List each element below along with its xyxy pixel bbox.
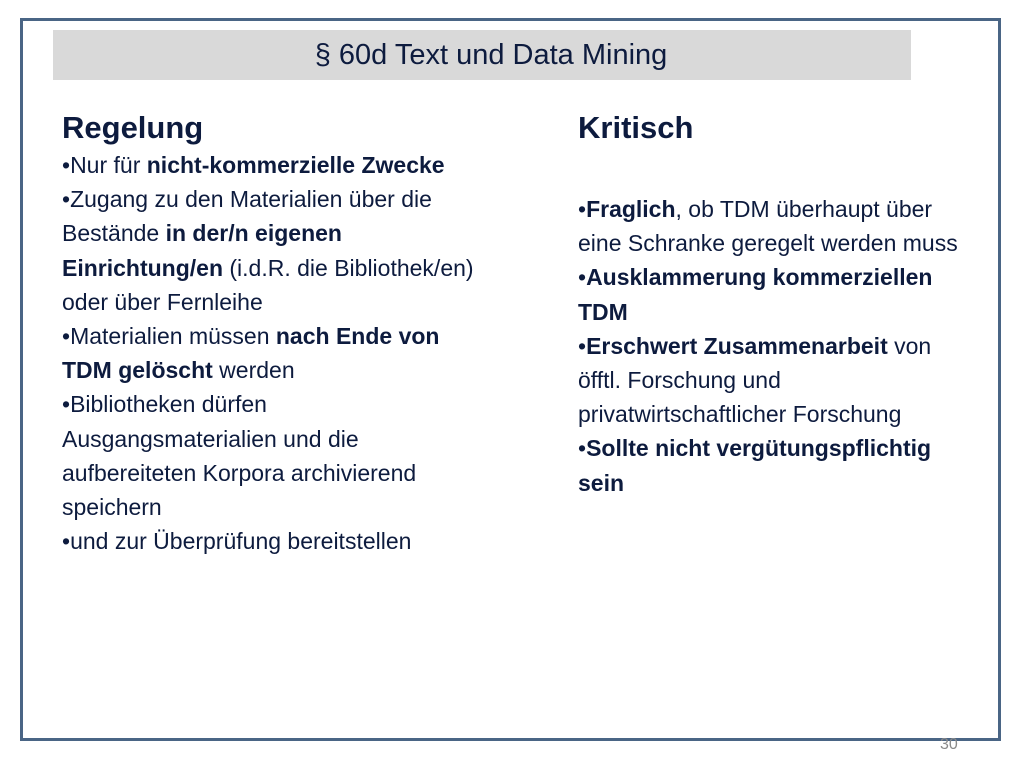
- bullet-marker: •: [578, 196, 587, 222]
- title-bar: [53, 30, 911, 80]
- bullet-item: [578, 329, 958, 432]
- bullet-item: [578, 260, 958, 328]
- bullet-text-bold: Erschwert Zusammenarbeit: [586, 332, 888, 359]
- bullet-text: Nur für: [70, 152, 147, 178]
- bullet-text-bold: Ausklammerung kommerziellen TDM: [578, 264, 933, 325]
- bullet-marker: •: [62, 528, 71, 555]
- bullet-marker: •: [62, 186, 71, 213]
- regelung-heading: Regelung: [62, 110, 204, 145]
- kritisch-heading: Kritisch: [578, 110, 694, 145]
- bullet-text-bold: in der/n eigenen Einrichtung/en: [62, 220, 342, 281]
- bullet-text: Materialien müssen: [70, 323, 276, 350]
- bullet-text-bold: nicht-kommerzielle Zwecke: [146, 152, 445, 178]
- bullet-item: [578, 192, 958, 260]
- bullet-text: werden: [212, 357, 295, 384]
- bullet-text: und zur Überprüfung bereitstellen: [70, 528, 412, 555]
- bullet-text: von öfftl. Forschung und privatwirtschaftlicher Forschung: [578, 332, 932, 428]
- bullet-item: [62, 387, 482, 524]
- regelung-column: [62, 108, 482, 558]
- kritisch-list: [578, 192, 958, 500]
- bullet-item: [62, 148, 482, 182]
- kritisch-column: [578, 108, 958, 500]
- page-number: 30: [940, 736, 958, 753]
- bullet-item: [578, 431, 958, 499]
- bullet-marker: •: [62, 391, 71, 418]
- slide-title: § 60d Text und Data Mining: [314, 38, 668, 71]
- bullet-text: Bibliotheken dürfen Ausgangsmaterialien und die aufbereiteten Korpora archivierend speichern: [62, 391, 417, 521]
- bullet-marker: •: [62, 152, 71, 178]
- bullet-item: [62, 524, 482, 558]
- bullet-item: [62, 319, 482, 387]
- bullet-text: , ob TDM überhaupt über eine Schranke geregelt werden muss: [578, 196, 958, 257]
- bullet-marker: •: [578, 435, 587, 462]
- bullet-text: (i.d.R. die Bibliothek/en) oder über Fernleihe: [62, 254, 474, 315]
- bullet-marker: •: [578, 264, 587, 291]
- regelung-list: [62, 148, 482, 558]
- bullet-item: [62, 182, 482, 319]
- bullet-text-bold: Sollte nicht vergütungspflichtig sein: [578, 435, 932, 496]
- bullet-text-bold: Fraglich: [586, 196, 676, 222]
- bullet-marker: •: [62, 323, 71, 350]
- bullet-text-bold: nach Ende von TDM gelöscht: [62, 323, 440, 384]
- bullet-marker: •: [578, 332, 587, 359]
- bullet-text: Zugang zu den Materialien über die Bestände: [62, 186, 432, 247]
- kritisch-spacer: [578, 148, 958, 192]
